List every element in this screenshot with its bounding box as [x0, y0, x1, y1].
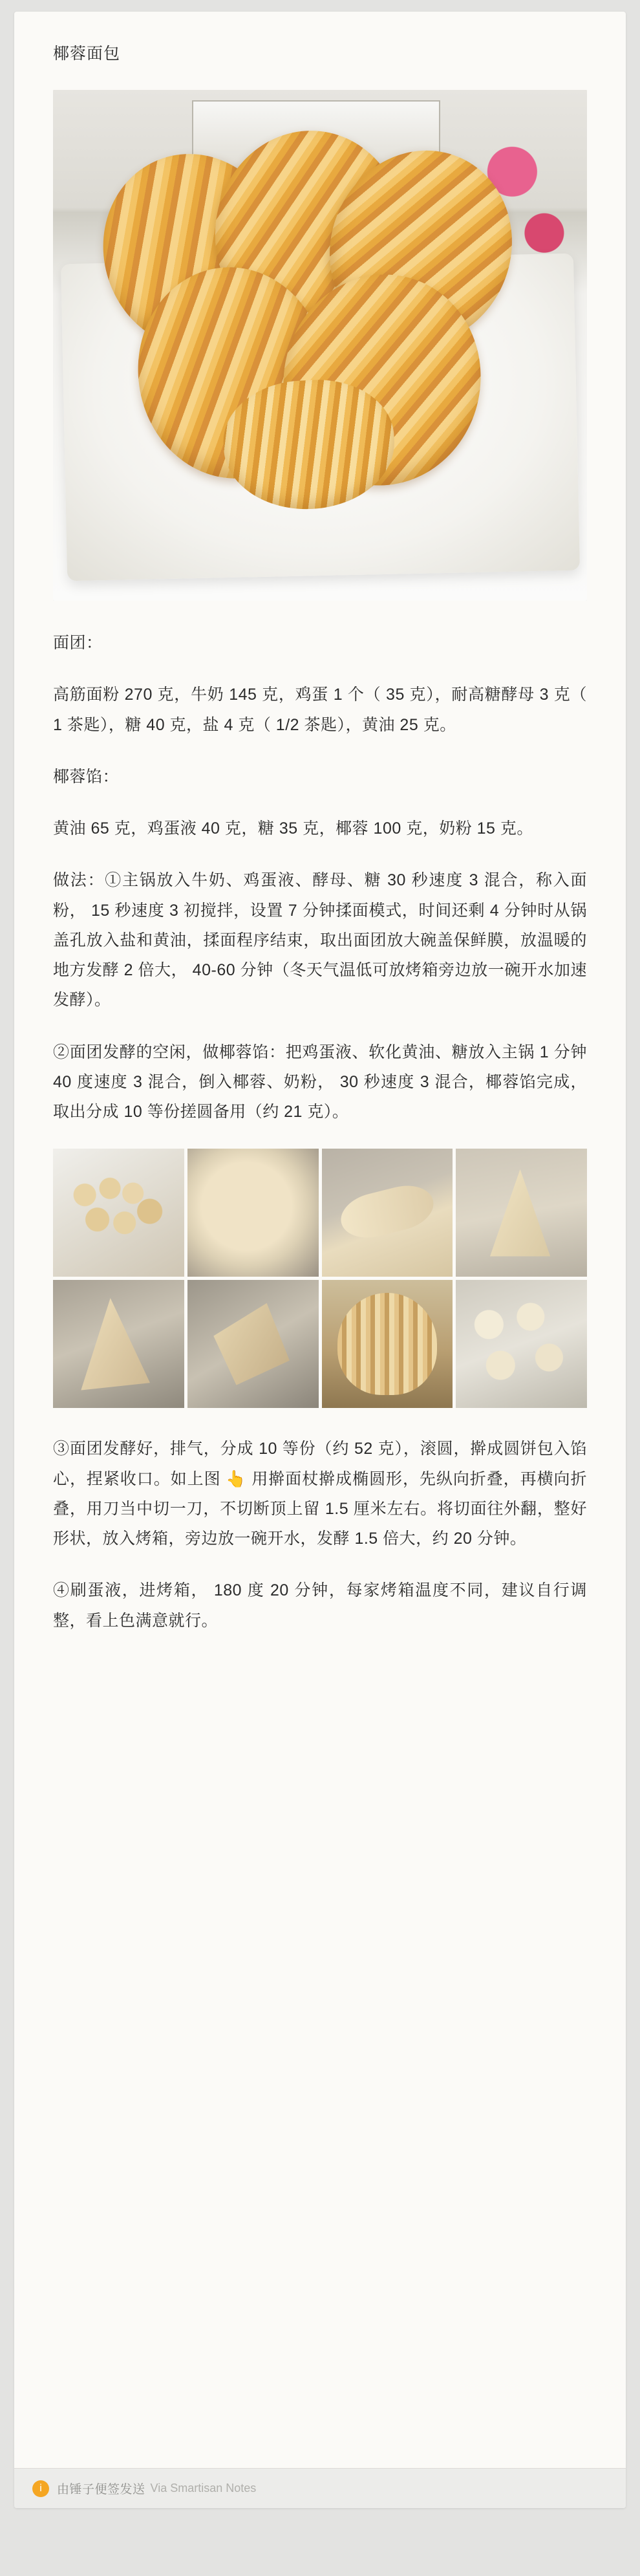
- dough-cut-open: [187, 1280, 319, 1408]
- shaped-heart-baked-texture: [322, 1280, 453, 1408]
- dough-balls-and-filling: [53, 1149, 184, 1277]
- paragraph-step-2: ②面团发酵的空闲，做椰蓉馅：把鸡蛋液、软化黄油、糖放入主锅 1 分钟 40 度速度 3 混合，倒入椰蓉、奶粉， 30 秒速度 3 混合，椰蓉馅完成，取出分成 10 等份搓圆备用（约 21 克）。: [53, 1043, 587, 1121]
- dough-cut-with-knife: [53, 1280, 184, 1408]
- dough-rolled-flat: [187, 1149, 319, 1277]
- page-title: 椰蓉面包: [53, 45, 121, 63]
- paragraph-filling-heading: 椰蓉馅：: [53, 767, 120, 786]
- shaped-hearts-on-tray: [456, 1280, 587, 1408]
- note-card: [14, 12, 626, 2508]
- paragraph-step-3: ③面团发酵好，排气，分成 10 等份（约 52 克），滚圆，擀成圆饼包入馅心，捏紧收口。如上图 👆 用擀面杖擀成椭圆形，先纵向折叠，再横向折叠，用刀当中切一刀，不切断顶上留 1.5 厘米左右。将切面往外翻，整好形状，放入烤箱，旁边放一碗开水，发酵 1.5 倍大，约 20 分钟。: [53, 1440, 587, 1548]
- paragraph-step-1: 做法：①主锅放入牛奶、鸡蛋液、酵母、糖 30 秒速度 3 混合，称入面粉， 15 秒速度 3 初搅拌，设置 7 分钟揉面模式，时间还剩 4 分钟时从锅盖孔放入盐和黄油，揉面程序结束，取出面团放大碗盖保鲜膜，放温暖的地方发酵 2 倍大， 40-60 分钟（冬天气温低可放烤箱旁边放一碗开水加速发酵）。: [53, 871, 587, 1010]
- footer-source-text: 由锤子便签发送: [57, 2483, 145, 2496]
- paragraph-dough-heading: 面团：: [53, 634, 103, 652]
- coconut-bread-photo: [53, 90, 587, 601]
- dough-triangle-folded: [456, 1149, 587, 1277]
- step-photo-grid: [53, 1149, 587, 1408]
- footer-via-text: Via Smartisan Notes: [150, 2482, 257, 2495]
- bottom-spacer: [53, 1658, 587, 1709]
- info-icon: i: [32, 2480, 49, 2497]
- dough-oval-folded: [322, 1149, 453, 1277]
- paragraph-dough-ingredients: 高筋面粉 270 克，牛奶 145 克，鸡蛋 1 个（ 35 克），耐高糖酵母 3 克（ 1 茶匙），糖 40 克，盐 4 克（ 1/2 茶匙），黄油 25 克。: [53, 686, 587, 734]
- footer-bar: [14, 2468, 626, 2508]
- paragraph-step-4: ④刷蛋液，进烤箱， 180 度 20 分钟，每家烤箱温度不同，建议自行调整，看上色满意就行。: [53, 1581, 587, 1630]
- photo-bread: [96, 131, 523, 509]
- paragraph-filling-ingredients: 黄油 65 克，鸡蛋液 40 克，糖 35 克，椰蓉 100 克，奶粉 15 克。: [53, 819, 533, 838]
